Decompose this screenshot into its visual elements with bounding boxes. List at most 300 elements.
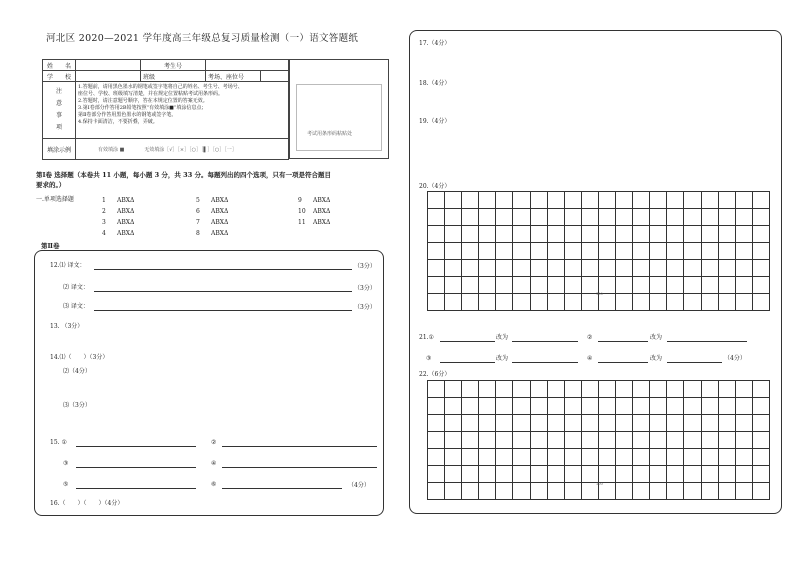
- grid-cell[interactable]: [462, 466, 479, 483]
- grid-cell[interactable]: [667, 466, 684, 483]
- grid-cell[interactable]: [718, 277, 735, 294]
- grid-cell[interactable]: [513, 260, 530, 277]
- grid-cell[interactable]: [428, 226, 445, 243]
- grid-cell[interactable]: [581, 415, 598, 432]
- q21-3b-line[interactable]: [512, 362, 578, 363]
- grid-cell[interactable]: [479, 381, 496, 398]
- grid-cell[interactable]: [667, 277, 684, 294]
- grid-cell[interactable]: [701, 243, 718, 260]
- grid-cell[interactable]: [428, 209, 445, 226]
- grid-cell[interactable]: [633, 226, 650, 243]
- grid-cell[interactable]: [581, 209, 598, 226]
- grid-cell[interactable]: [667, 415, 684, 432]
- q15-3-line[interactable]: [76, 467, 196, 468]
- grid-cell[interactable]: [616, 260, 633, 277]
- grid-cell[interactable]: [445, 209, 462, 226]
- grid-cell[interactable]: [718, 294, 735, 311]
- q21-1b-line[interactable]: [512, 341, 578, 342]
- grid-cell[interactable]: [667, 483, 684, 500]
- grid-cell[interactable]: [513, 449, 530, 466]
- grid-cell[interactable]: [496, 381, 513, 398]
- grid-cell[interactable]: [735, 415, 752, 432]
- grid-cell[interactable]: [428, 466, 445, 483]
- q21-4b-line[interactable]: [667, 362, 722, 363]
- grid-cell[interactable]: [650, 483, 667, 500]
- q21-3-line[interactable]: [440, 362, 495, 363]
- grid-cell[interactable]: [752, 277, 769, 294]
- grid-cell[interactable]: [616, 449, 633, 466]
- q21-4-line[interactable]: [598, 362, 648, 363]
- grid-cell[interactable]: [581, 432, 598, 449]
- grid-cell[interactable]: [752, 209, 769, 226]
- grid-cell[interactable]: [479, 449, 496, 466]
- grid-cell[interactable]: [701, 381, 718, 398]
- grid-cell[interactable]: [581, 260, 598, 277]
- grid-cell[interactable]: [684, 449, 701, 466]
- grid-cell[interactable]: [581, 226, 598, 243]
- grid-cell[interactable]: [616, 398, 633, 415]
- grid-cell[interactable]: [530, 277, 547, 294]
- grid-cell[interactable]: [598, 260, 615, 277]
- choice-options[interactable]: ABXΔ: [211, 230, 229, 237]
- grid-cell[interactable]: [684, 277, 701, 294]
- choice-options[interactable]: ABXΔ: [211, 208, 229, 215]
- grid-cell[interactable]: [735, 483, 752, 500]
- grid-cell[interactable]: [513, 466, 530, 483]
- q21-2b-line[interactable]: [667, 341, 747, 342]
- grid-cell[interactable]: [598, 415, 615, 432]
- grid-cell[interactable]: [462, 432, 479, 449]
- grid-cell[interactable]: [428, 381, 445, 398]
- grid-cell[interactable]: [667, 449, 684, 466]
- school-field[interactable]: [76, 71, 141, 82]
- grid-cell[interactable]: [564, 483, 581, 500]
- grid-cell[interactable]: [667, 226, 684, 243]
- q12b-answer-line[interactable]: [94, 291, 352, 292]
- q21-2-line[interactable]: [598, 341, 648, 342]
- grid-cell[interactable]: [462, 294, 479, 311]
- grid-cell[interactable]: [735, 209, 752, 226]
- grid-cell[interactable]: [581, 466, 598, 483]
- grid-cell[interactable]: [513, 209, 530, 226]
- grid-cell[interactable]: [684, 381, 701, 398]
- grid-cell[interactable]: [701, 398, 718, 415]
- grid-cell[interactable]: [718, 415, 735, 432]
- grid-cell[interactable]: [735, 432, 752, 449]
- grid-cell[interactable]: [667, 294, 684, 311]
- grid-cell[interactable]: [513, 192, 530, 209]
- grid-cell[interactable]: [547, 260, 564, 277]
- grid-cell[interactable]: [445, 415, 462, 432]
- grid-cell[interactable]: [462, 483, 479, 500]
- grid-cell[interactable]: [735, 466, 752, 483]
- grid-cell[interactable]: [496, 260, 513, 277]
- grid-cell[interactable]: [530, 432, 547, 449]
- grid-cell[interactable]: [462, 381, 479, 398]
- grid-cell[interactable]: [735, 398, 752, 415]
- grid-cell[interactable]: [513, 381, 530, 398]
- grid-cell[interactable]: [650, 243, 667, 260]
- grid-cell[interactable]: [462, 209, 479, 226]
- grid-cell[interactable]: [445, 260, 462, 277]
- grid-cell[interactable]: [616, 277, 633, 294]
- grid-cell[interactable]: [496, 466, 513, 483]
- grid-cell[interactable]: [513, 294, 530, 311]
- grid-cell[interactable]: [496, 209, 513, 226]
- grid-cell[interactable]: [735, 294, 752, 311]
- grid-cell[interactable]: [684, 192, 701, 209]
- grid-cell[interactable]: [633, 294, 650, 311]
- grid-cell[interactable]: [633, 398, 650, 415]
- grid-cell[interactable]: [684, 243, 701, 260]
- grid-cell[interactable]: [581, 398, 598, 415]
- grid-cell[interactable]: [513, 432, 530, 449]
- grid-cell[interactable]: [428, 483, 445, 500]
- grid-cell[interactable]: [650, 398, 667, 415]
- grid-cell[interactable]: [496, 226, 513, 243]
- grid-cell[interactable]: [445, 483, 462, 500]
- grid-cell[interactable]: [684, 398, 701, 415]
- grid-cell[interactable]: [479, 226, 496, 243]
- grid-cell[interactable]: [598, 432, 615, 449]
- grid-cell[interactable]: [564, 192, 581, 209]
- grid-cell[interactable]: [633, 483, 650, 500]
- grid-cell[interactable]: [479, 398, 496, 415]
- grid-cell[interactable]: [547, 415, 564, 432]
- grid-cell[interactable]: [650, 294, 667, 311]
- grid-cell[interactable]: [547, 449, 564, 466]
- grid-cell[interactable]: [496, 243, 513, 260]
- grid-cell[interactable]: [701, 294, 718, 311]
- grid-cell[interactable]: [547, 277, 564, 294]
- grid-cell[interactable]: [667, 398, 684, 415]
- grid-cell[interactable]: [684, 226, 701, 243]
- grid-cell[interactable]: [667, 260, 684, 277]
- grid-cell[interactable]: [445, 294, 462, 311]
- grid-cell[interactable]: [633, 260, 650, 277]
- q15-6-line[interactable]: [222, 488, 342, 489]
- grid-cell[interactable]: [616, 432, 633, 449]
- grid-cell[interactable]: [547, 226, 564, 243]
- grid-cell[interactable]: [479, 260, 496, 277]
- grid-cell[interactable]: [496, 483, 513, 500]
- q15-4-line[interactable]: [222, 467, 377, 468]
- grid-cell[interactable]: [684, 209, 701, 226]
- grid-cell[interactable]: [616, 415, 633, 432]
- grid-cell[interactable]: [701, 432, 718, 449]
- grid-cell[interactable]: [701, 209, 718, 226]
- grid-cell[interactable]: [616, 294, 633, 311]
- grid-cell[interactable]: [496, 294, 513, 311]
- grid-cell[interactable]: [598, 381, 615, 398]
- grid-cell[interactable]: [530, 449, 547, 466]
- grid-cell[interactable]: [616, 209, 633, 226]
- grid-cell[interactable]: [564, 432, 581, 449]
- choice-options[interactable]: ABXΔ: [117, 219, 135, 226]
- grid-cell[interactable]: [598, 294, 615, 311]
- grid-cell[interactable]: [667, 192, 684, 209]
- grid-cell[interactable]: [752, 432, 769, 449]
- grid-cell[interactable]: [547, 209, 564, 226]
- grid-cell[interactable]: [684, 466, 701, 483]
- grid-cell[interactable]: [547, 398, 564, 415]
- grid-cell[interactable]: [701, 192, 718, 209]
- grid-cell[interactable]: [428, 294, 445, 311]
- grid-cell[interactable]: [479, 209, 496, 226]
- grid-cell[interactable]: [616, 243, 633, 260]
- grid-cell[interactable]: [616, 226, 633, 243]
- grid-cell[interactable]: [650, 209, 667, 226]
- grid-cell[interactable]: [530, 415, 547, 432]
- grid-cell[interactable]: [650, 381, 667, 398]
- grid-cell[interactable]: [479, 483, 496, 500]
- grid-cell[interactable]: [752, 294, 769, 311]
- grid-cell[interactable]: [598, 398, 615, 415]
- grid-cell[interactable]: [428, 277, 445, 294]
- choice-options[interactable]: ABXΔ: [211, 197, 229, 204]
- grid-cell[interactable]: [547, 432, 564, 449]
- grid-cell[interactable]: [598, 449, 615, 466]
- choice-options[interactable]: ABXΔ: [211, 219, 229, 226]
- grid-cell[interactable]: [462, 277, 479, 294]
- grid-cell[interactable]: [752, 226, 769, 243]
- q21-1-line[interactable]: [440, 341, 495, 342]
- grid-cell[interactable]: [718, 192, 735, 209]
- grid-cell[interactable]: [701, 449, 718, 466]
- grid-cell[interactable]: [564, 294, 581, 311]
- grid-cell[interactable]: [735, 226, 752, 243]
- grid-cell[interactable]: [513, 415, 530, 432]
- grid-cell[interactable]: [701, 483, 718, 500]
- grid-cell[interactable]: [650, 260, 667, 277]
- grid-cell[interactable]: [564, 260, 581, 277]
- grid-cell[interactable]: [530, 381, 547, 398]
- grid-cell[interactable]: [581, 192, 598, 209]
- choice-options[interactable]: ABXΔ: [117, 208, 135, 215]
- grid-cell[interactable]: [650, 466, 667, 483]
- grid-cell[interactable]: [633, 415, 650, 432]
- grid-cell[interactable]: [667, 243, 684, 260]
- grid-cell[interactable]: [581, 381, 598, 398]
- grid-cell[interactable]: [752, 466, 769, 483]
- grid-cell[interactable]: [479, 277, 496, 294]
- grid-cell[interactable]: [752, 243, 769, 260]
- grid-cell[interactable]: [701, 260, 718, 277]
- grid-cell[interactable]: [462, 226, 479, 243]
- grid-cell[interactable]: [496, 449, 513, 466]
- grid-cell[interactable]: [735, 192, 752, 209]
- grid-cell[interactable]: [530, 466, 547, 483]
- choice-options[interactable]: ABXΔ: [313, 219, 331, 226]
- grid-cell[interactable]: [752, 483, 769, 500]
- grid-cell[interactable]: [581, 294, 598, 311]
- grid-cell[interactable]: [598, 243, 615, 260]
- grid-cell[interactable]: [701, 277, 718, 294]
- grid-cell[interactable]: [633, 432, 650, 449]
- q15-1-line[interactable]: [76, 446, 196, 447]
- q12c-answer-line[interactable]: [94, 310, 352, 311]
- grid-cell[interactable]: [428, 243, 445, 260]
- room-field[interactable]: [261, 71, 289, 82]
- grid-cell[interactable]: [564, 243, 581, 260]
- grid-cell[interactable]: [513, 277, 530, 294]
- grid-cell[interactable]: [564, 415, 581, 432]
- grid-cell[interactable]: [735, 260, 752, 277]
- grid-cell[interactable]: [718, 449, 735, 466]
- grid-cell[interactable]: [462, 260, 479, 277]
- grid-cell[interactable]: [650, 192, 667, 209]
- grid-cell[interactable]: [530, 260, 547, 277]
- grid-cell[interactable]: [496, 415, 513, 432]
- grid-cell[interactable]: [735, 381, 752, 398]
- grid-cell[interactable]: [445, 192, 462, 209]
- grid-cell[interactable]: [616, 381, 633, 398]
- grid-cell[interactable]: [547, 243, 564, 260]
- grid-cell[interactable]: [581, 277, 598, 294]
- grid-cell[interactable]: [445, 398, 462, 415]
- grid-cell[interactable]: [445, 432, 462, 449]
- grid-cell[interactable]: [479, 294, 496, 311]
- grid-cell[interactable]: [581, 449, 598, 466]
- name-field[interactable]: [76, 60, 141, 71]
- grid-cell[interactable]: [445, 449, 462, 466]
- grid-cell[interactable]: [752, 260, 769, 277]
- grid-cell[interactable]: [718, 243, 735, 260]
- q15-2-line[interactable]: [222, 446, 377, 447]
- grid-cell[interactable]: [496, 277, 513, 294]
- grid-cell[interactable]: [701, 415, 718, 432]
- grid-cell[interactable]: [479, 466, 496, 483]
- grid-cell[interactable]: [581, 243, 598, 260]
- exam-no-field[interactable]: [206, 60, 289, 71]
- grid-cell[interactable]: [547, 294, 564, 311]
- grid-cell[interactable]: [428, 192, 445, 209]
- grid-cell[interactable]: [445, 381, 462, 398]
- grid-cell[interactable]: [564, 466, 581, 483]
- grid-cell[interactable]: [428, 398, 445, 415]
- grid-cell[interactable]: [513, 226, 530, 243]
- grid-cell[interactable]: [479, 243, 496, 260]
- grid-cell[interactable]: [616, 483, 633, 500]
- grid-cell[interactable]: [598, 466, 615, 483]
- grid-cell[interactable]: [598, 209, 615, 226]
- grid-cell[interactable]: [633, 277, 650, 294]
- choice-options[interactable]: ABXΔ: [117, 230, 135, 237]
- grid-cell[interactable]: [684, 415, 701, 432]
- grid-cell[interactable]: [428, 449, 445, 466]
- grid-cell[interactable]: [564, 398, 581, 415]
- choice-options[interactable]: ABXΔ: [313, 197, 331, 204]
- grid-cell[interactable]: [752, 449, 769, 466]
- grid-cell[interactable]: [735, 243, 752, 260]
- grid-cell[interactable]: [445, 466, 462, 483]
- grid-cell[interactable]: [718, 226, 735, 243]
- grid-cell[interactable]: [496, 432, 513, 449]
- grid-cell[interactable]: [564, 277, 581, 294]
- grid-cell[interactable]: [718, 398, 735, 415]
- grid-cell[interactable]: [633, 209, 650, 226]
- grid-cell[interactable]: [428, 415, 445, 432]
- grid-cell[interactable]: [564, 209, 581, 226]
- grid-cell[interactable]: [547, 466, 564, 483]
- choice-options[interactable]: ABXΔ: [313, 208, 331, 215]
- grid-cell[interactable]: [428, 260, 445, 277]
- grid-cell[interactable]: [735, 277, 752, 294]
- grid-cell[interactable]: [598, 226, 615, 243]
- grid-cell[interactable]: [462, 243, 479, 260]
- grid-cell[interactable]: [633, 192, 650, 209]
- grid-cell[interactable]: [564, 226, 581, 243]
- grid-cell[interactable]: [650, 449, 667, 466]
- grid-cell[interactable]: [718, 381, 735, 398]
- grid-cell[interactable]: [616, 192, 633, 209]
- grid-cell[interactable]: [718, 466, 735, 483]
- grid-cell[interactable]: [513, 483, 530, 500]
- grid-cell[interactable]: [496, 398, 513, 415]
- grid-cell[interactable]: [462, 449, 479, 466]
- grid-cell[interactable]: [633, 381, 650, 398]
- grid-cell[interactable]: [701, 226, 718, 243]
- grid-cell[interactable]: [616, 466, 633, 483]
- grid-cell[interactable]: [530, 192, 547, 209]
- grid-cell[interactable]: [598, 277, 615, 294]
- grid-cell[interactable]: [684, 483, 701, 500]
- grid-cell[interactable]: [650, 226, 667, 243]
- grid-cell[interactable]: [496, 192, 513, 209]
- grid-cell[interactable]: [667, 432, 684, 449]
- grid-cell[interactable]: [667, 209, 684, 226]
- grid-cell[interactable]: [530, 294, 547, 311]
- grid-cell[interactable]: [564, 449, 581, 466]
- grid-cell[interactable]: [735, 449, 752, 466]
- grid-cell[interactable]: [684, 294, 701, 311]
- grid-cell[interactable]: [479, 432, 496, 449]
- grid-cell[interactable]: [633, 449, 650, 466]
- grid-cell[interactable]: [650, 415, 667, 432]
- grid-cell[interactable]: [633, 466, 650, 483]
- grid-cell[interactable]: [752, 415, 769, 432]
- grid-cell[interactable]: [564, 381, 581, 398]
- grid-cell[interactable]: [462, 398, 479, 415]
- grid-cell[interactable]: [513, 243, 530, 260]
- grid-cell[interactable]: [547, 192, 564, 209]
- grid-cell[interactable]: [684, 432, 701, 449]
- grid-cell[interactable]: [530, 398, 547, 415]
- grid-cell[interactable]: [530, 226, 547, 243]
- grid-cell[interactable]: [530, 483, 547, 500]
- grid-cell[interactable]: [701, 466, 718, 483]
- grid-cell[interactable]: [684, 260, 701, 277]
- grid-cell[interactable]: [445, 226, 462, 243]
- grid-cell[interactable]: [752, 192, 769, 209]
- grid-cell[interactable]: [598, 192, 615, 209]
- grid-cell[interactable]: [513, 398, 530, 415]
- grid-cell[interactable]: [530, 209, 547, 226]
- grid-cell[interactable]: [479, 192, 496, 209]
- grid-cell[interactable]: [718, 209, 735, 226]
- grid-cell[interactable]: [462, 415, 479, 432]
- grid-cell[interactable]: [718, 432, 735, 449]
- grid-cell[interactable]: [718, 483, 735, 500]
- grid-cell[interactable]: [718, 260, 735, 277]
- grid-cell[interactable]: [445, 277, 462, 294]
- q12a-answer-line[interactable]: [94, 269, 352, 270]
- grid-cell[interactable]: [667, 381, 684, 398]
- grid-cell[interactable]: [530, 243, 547, 260]
- grid-cell[interactable]: [752, 398, 769, 415]
- grid-cell[interactable]: [752, 381, 769, 398]
- grid-cell[interactable]: [547, 381, 564, 398]
